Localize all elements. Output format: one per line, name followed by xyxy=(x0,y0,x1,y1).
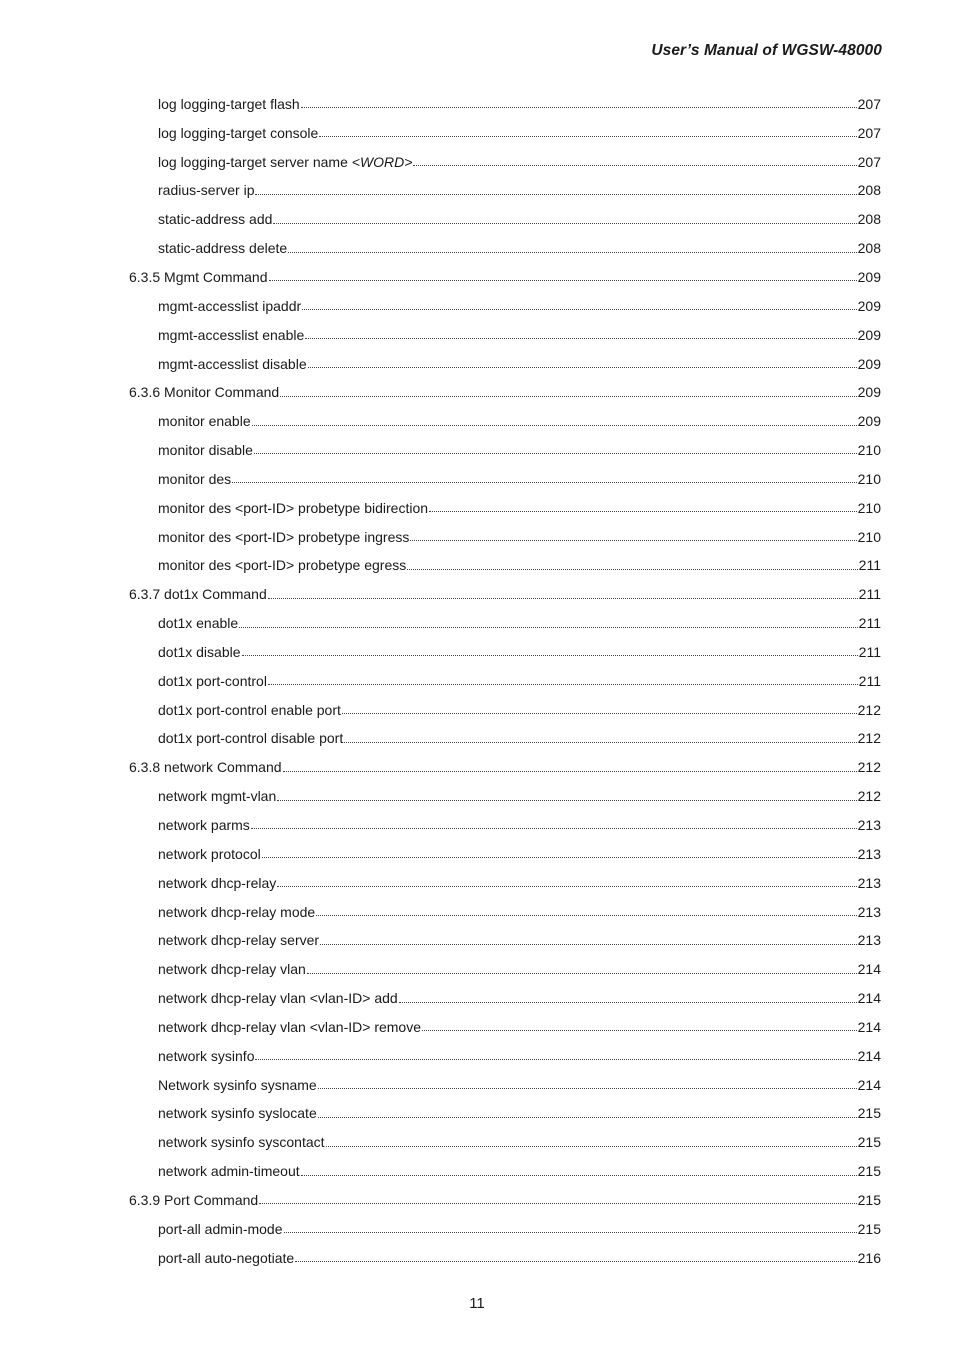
toc-entry[interactable] xyxy=(0,955,954,984)
toc-entry-page: 213 xyxy=(857,845,881,862)
toc-entry-page: 209 xyxy=(857,297,881,314)
toc-entry-page: 211 xyxy=(858,643,881,660)
dot-leader xyxy=(429,510,857,512)
toc-entry-page: 213 xyxy=(857,817,881,834)
toc-entry[interactable] xyxy=(0,1070,954,1099)
toc-entry-title: radius-server ip xyxy=(158,182,255,199)
toc-entry-title: monitor disable xyxy=(158,442,253,459)
toc-entry-title: mgmt-accesslist enable xyxy=(158,326,305,343)
toc-entry-title: network dhcp-relay vlan xyxy=(158,961,306,978)
toc-entry-title: network dhcp-relay server xyxy=(158,932,320,949)
toc-entry-title: monitor des xyxy=(158,470,232,487)
toc-entry-title: port-all auto-negotiate xyxy=(158,1249,295,1266)
toc-entry-title: monitor des <port-ID> probetype ingress xyxy=(158,528,410,545)
dot-leader xyxy=(254,452,857,454)
dot-leader xyxy=(268,597,858,599)
toc-entry-page: 208 xyxy=(857,182,881,199)
dot-leader xyxy=(344,741,856,743)
toc-entry-page: 211 xyxy=(858,615,881,632)
toc-entry-page: 211 xyxy=(858,586,881,603)
dot-leader xyxy=(251,827,857,829)
toc-entry-page: 213 xyxy=(857,874,881,891)
toc-section-entry[interactable] xyxy=(0,580,954,609)
toc-entry-title: 6.3.9 Port Command xyxy=(129,1191,259,1208)
dot-leader xyxy=(308,366,857,368)
dot-leader xyxy=(295,1260,856,1262)
dot-leader xyxy=(255,1058,856,1060)
toc-entry-page: 209 xyxy=(857,384,881,401)
toc-entry-page: 216 xyxy=(857,1249,881,1266)
toc-entry-title: network sysinfo syslocate xyxy=(158,1105,317,1122)
toc-section-entry[interactable] xyxy=(0,753,954,782)
toc-entry[interactable] xyxy=(0,1041,954,1070)
toc-entry-page: 215 xyxy=(857,1105,881,1122)
toc-entry-title: network sysinfo syscontact xyxy=(158,1134,325,1151)
toc-entry[interactable] xyxy=(0,868,954,897)
toc-entry-page: 215 xyxy=(857,1220,881,1237)
toc-entry[interactable] xyxy=(0,90,954,119)
dot-leader xyxy=(262,856,857,858)
toc-entry-page: 212 xyxy=(857,788,881,805)
dot-leader xyxy=(422,1029,857,1031)
toc-entry-title: static-address delete xyxy=(158,240,288,257)
toc-entry-page: 209 xyxy=(857,355,881,372)
toc-entry[interactable] xyxy=(0,1214,954,1243)
dot-leader xyxy=(410,539,856,541)
toc-entry[interactable] xyxy=(0,291,954,320)
toc-entry-page: 208 xyxy=(857,240,881,257)
toc-entry[interactable] xyxy=(0,234,954,263)
toc-entry[interactable] xyxy=(0,320,954,349)
toc-entry-title: 6.3.8 network Command xyxy=(129,759,282,776)
toc-entry-title: monitor des <port-ID> probetype bidirection xyxy=(158,499,429,516)
toc-entry[interactable] xyxy=(0,782,954,811)
toc-section-entry[interactable] xyxy=(0,1186,954,1215)
toc-entry[interactable] xyxy=(0,695,954,724)
toc-entry[interactable] xyxy=(0,984,954,1013)
toc-entry[interactable] xyxy=(0,493,954,522)
dot-leader xyxy=(277,799,856,801)
toc-entry-title: mgmt-accesslist ipaddr xyxy=(158,297,302,314)
toc-entry[interactable] xyxy=(0,436,954,465)
toc-entry-page: 211 xyxy=(858,557,881,574)
dot-leader xyxy=(316,914,856,916)
toc-entry-title: log logging-target flash xyxy=(158,95,300,112)
toc-entry-page: 209 xyxy=(857,326,881,343)
toc-entry[interactable] xyxy=(0,1099,954,1128)
toc-section-entry[interactable] xyxy=(0,378,954,407)
toc-entry[interactable] xyxy=(0,1243,954,1272)
toc-entry[interactable] xyxy=(0,839,954,868)
dot-leader xyxy=(288,251,856,253)
dot-leader xyxy=(407,568,857,570)
running-header: User’s Manual of WGSW-48000 xyxy=(651,42,882,59)
dot-leader xyxy=(280,395,856,397)
page-number: 11 xyxy=(469,1295,485,1312)
toc-entry-page: 213 xyxy=(857,932,881,949)
toc-entry-title: Network sysinfo sysname xyxy=(158,1076,317,1093)
toc-entry[interactable] xyxy=(0,118,954,147)
dot-leader xyxy=(318,1116,857,1118)
toc-entry-title: static-address add xyxy=(158,211,273,228)
toc-entry-title: log logging-target console xyxy=(158,124,319,141)
toc-entry-title: dot1x disable xyxy=(158,643,241,660)
toc-entry-title: log logging-target server name <WORD> xyxy=(158,153,413,170)
dot-leader xyxy=(399,1001,857,1003)
toc-entry-page: 210 xyxy=(857,499,881,516)
dot-leader xyxy=(259,1202,856,1204)
toc-entry-title: network dhcp-relay vlan <vlan-ID> remove xyxy=(158,1018,422,1035)
dot-leader xyxy=(283,770,857,772)
toc-entry-title: monitor des <port-ID> probetype egress xyxy=(158,557,407,574)
toc-entry[interactable] xyxy=(0,551,954,580)
dot-leader xyxy=(277,885,856,887)
toc-entry[interactable] xyxy=(0,926,954,955)
toc-entry-title: dot1x port-control disable port xyxy=(158,730,344,747)
toc-entry[interactable] xyxy=(0,666,954,695)
dot-leader xyxy=(301,1174,857,1176)
toc-entry-title: mgmt-accesslist disable xyxy=(158,355,307,372)
toc-entry-page: 211 xyxy=(858,672,881,689)
dot-leader xyxy=(269,279,857,281)
dot-leader xyxy=(302,308,856,310)
toc-entry[interactable] xyxy=(0,407,954,436)
dot-leader xyxy=(326,1145,857,1147)
toc-entry-page: 207 xyxy=(857,153,881,170)
toc-entry-page: 207 xyxy=(857,124,881,141)
toc-entry-page: 210 xyxy=(857,442,881,459)
toc-entry-title: 6.3.5 Mgmt Command xyxy=(129,268,268,285)
toc-entry[interactable] xyxy=(0,522,954,551)
toc-section-entry[interactable] xyxy=(0,263,954,292)
toc-entry[interactable] xyxy=(0,609,954,638)
dot-leader xyxy=(342,712,857,714)
toc-entry[interactable] xyxy=(0,638,954,667)
toc-entry-page: 209 xyxy=(857,268,881,285)
toc-entry-page: 215 xyxy=(857,1191,881,1208)
toc-entry-page: 210 xyxy=(857,528,881,545)
toc-entry-title: dot1x port-control enable port xyxy=(158,701,341,718)
toc-entry-page: 215 xyxy=(857,1134,881,1151)
dot-leader xyxy=(242,654,858,656)
toc-entry-title: monitor enable xyxy=(158,413,251,430)
toc-entry-page: 213 xyxy=(857,903,881,920)
toc-entry-title: dot1x port-control xyxy=(158,672,267,689)
toc-entry[interactable] xyxy=(0,724,954,753)
toc-entry-title: network protocol xyxy=(158,845,261,862)
toc-entry-title: network dhcp-relay xyxy=(158,874,277,891)
toc-entry-title: 6.3.6 Monitor Command xyxy=(129,384,280,401)
toc-entry-title: network dhcp-relay vlan <vlan-ID> add xyxy=(158,990,398,1007)
toc-entry-page: 207 xyxy=(857,95,881,112)
toc-entry[interactable] xyxy=(0,1157,954,1186)
toc-entry-title: network admin-timeout xyxy=(158,1163,300,1180)
dot-leader xyxy=(318,1087,857,1089)
toc-entry-page: 214 xyxy=(857,1076,881,1093)
toc-entry-page: 212 xyxy=(857,730,881,747)
toc-entry[interactable] xyxy=(0,464,954,493)
dot-leader xyxy=(319,135,856,137)
toc-entry-title: network parms xyxy=(158,817,250,834)
toc-entry-page: 212 xyxy=(857,759,881,776)
dot-leader xyxy=(284,1231,857,1233)
toc-entry-page: 214 xyxy=(857,990,881,1007)
dot-leader xyxy=(252,424,857,426)
toc-entry-page: 214 xyxy=(857,1018,881,1035)
toc-entry-page: 209 xyxy=(857,413,881,430)
toc-entry[interactable] xyxy=(0,1128,954,1157)
dot-leader xyxy=(320,943,857,945)
dot-leader xyxy=(239,626,857,628)
toc-entry[interactable] xyxy=(0,349,954,378)
toc-entry-page: 214 xyxy=(857,961,881,978)
dot-leader xyxy=(301,106,857,108)
toc-entry-page: 212 xyxy=(857,701,881,718)
toc-entry-page: 215 xyxy=(857,1163,881,1180)
toc-entry-title: network mgmt-vlan xyxy=(158,788,277,805)
dot-leader xyxy=(255,193,856,195)
toc-entry[interactable] xyxy=(0,205,954,234)
toc-entry-title: 6.3.7 dot1x Command xyxy=(129,586,267,603)
toc-entry[interactable] xyxy=(0,811,954,840)
toc-entry-title: network dhcp-relay mode xyxy=(158,903,316,920)
toc-entry-title: network sysinfo xyxy=(158,1047,255,1064)
table-of-contents xyxy=(0,90,954,1273)
toc-entry[interactable] xyxy=(0,897,954,926)
toc-entry-title: port-all admin-mode xyxy=(158,1220,283,1237)
dot-leader xyxy=(273,222,856,224)
toc-entry-page: 210 xyxy=(857,470,881,487)
dot-leader xyxy=(268,683,858,685)
toc-entry[interactable] xyxy=(0,176,954,205)
dot-leader xyxy=(413,164,856,166)
toc-entry-page: 208 xyxy=(857,211,881,228)
dot-leader xyxy=(305,337,856,339)
toc-entry[interactable] xyxy=(0,1013,954,1042)
toc-entry-title: dot1x enable xyxy=(158,615,239,632)
dot-leader xyxy=(232,481,856,483)
dot-leader xyxy=(307,972,857,974)
toc-entry-page: 214 xyxy=(857,1047,881,1064)
toc-entry[interactable] xyxy=(0,147,954,176)
